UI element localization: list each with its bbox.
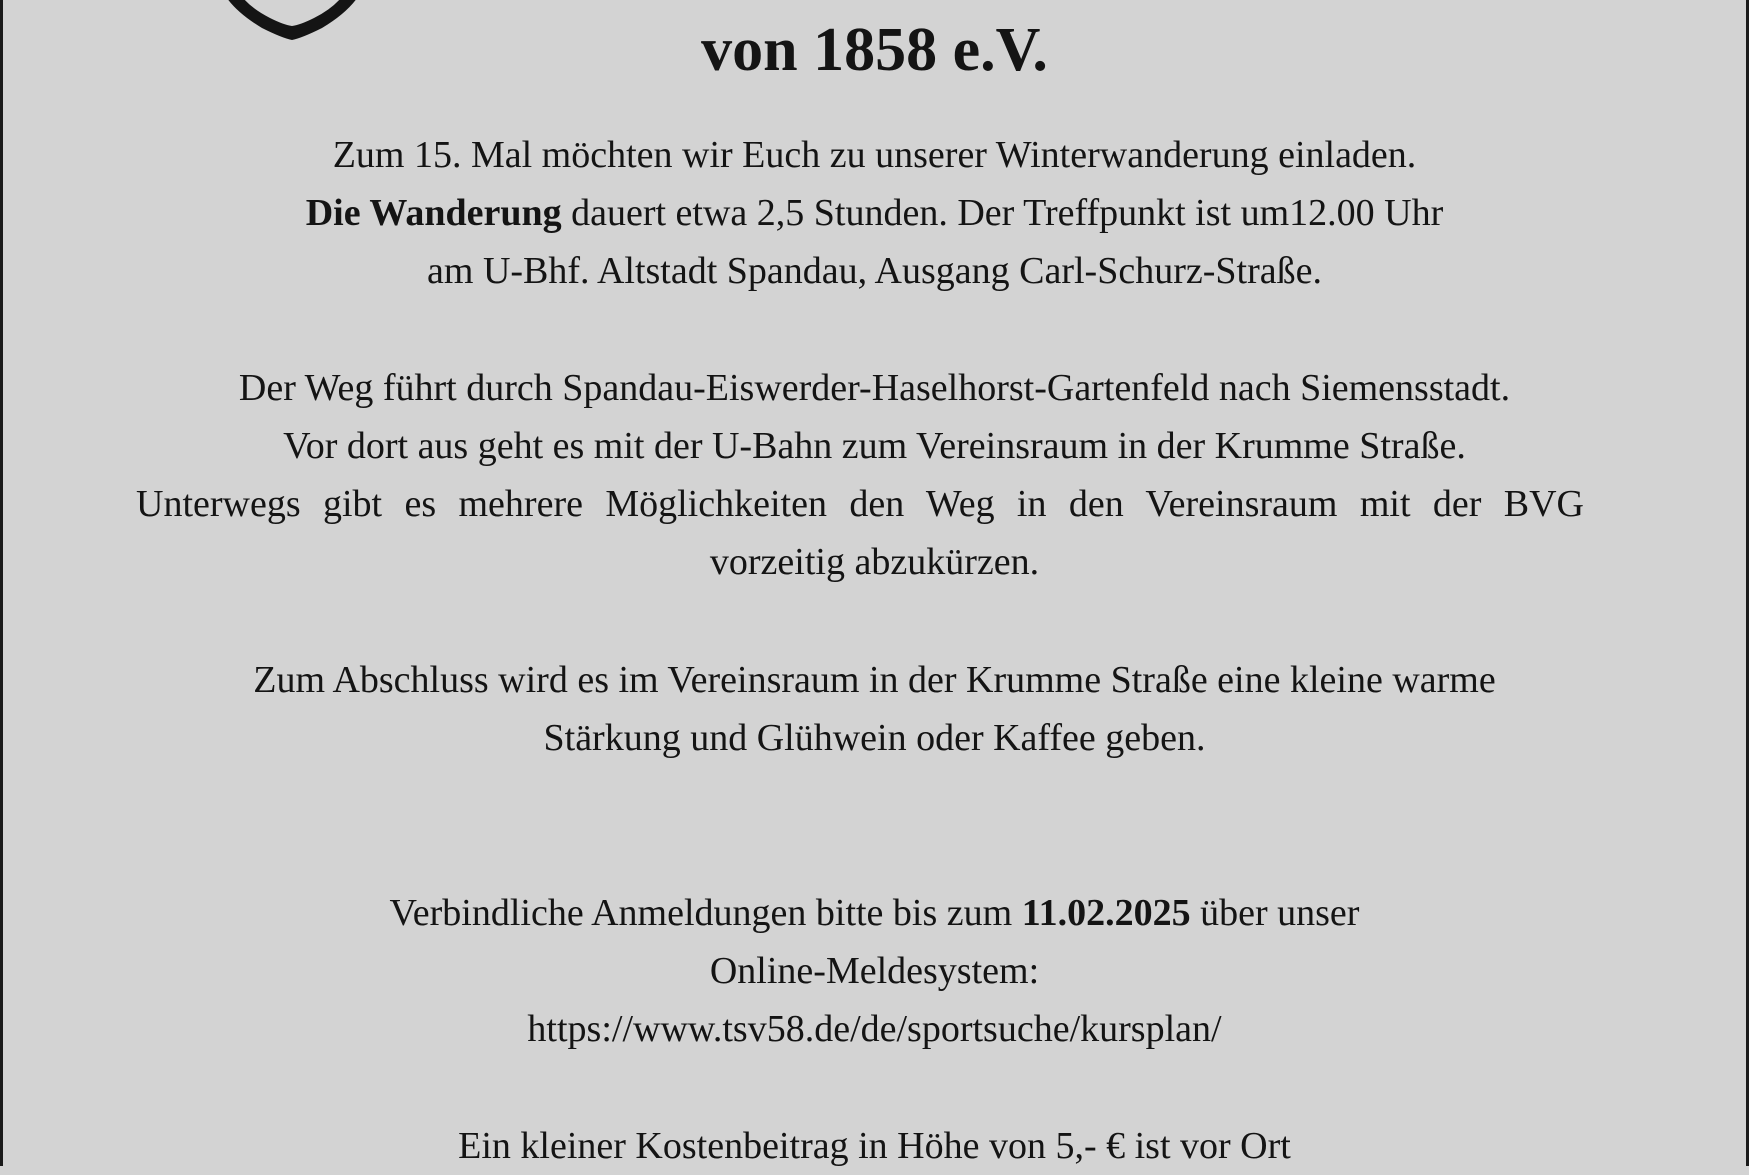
intro-line-3: am U-Bhf. Altstadt Spandau, Ausgang Carl-Schurz-Straße. [427, 250, 1322, 292]
fee-section [0, 1117, 1749, 1175]
registration-line-1 [0, 884, 1749, 942]
intro-line-2 [0, 184, 1749, 242]
registration-section [0, 884, 1749, 1058]
page-title: von 1858 e.V. [701, 16, 1048, 84]
route-line-4: vorzeitig abzukürzen. [709, 541, 1040, 583]
registration-deadline: 11.02.2025 [1021, 892, 1191, 934]
closing-line-2: Stärkung und Glühwein oder Kaffee geben. [543, 717, 1206, 759]
intro-line-1: Zum 15. Mal möchten wir Euch zu unserer Winterwanderung einladen. [332, 134, 1417, 176]
route-section-top [0, 359, 1749, 475]
route-line-2: Vor dort aus geht es mit der U-Bahn zum Vereinsraum in der Krumme Straße. [283, 425, 1466, 467]
registration-text-post: über unser [1190, 892, 1360, 934]
registration-url-link[interactable]: https://www.tsv58.de/de/sportsuche/kursplan/ [527, 1008, 1222, 1050]
route-section-bottom [0, 533, 1749, 591]
fee-line-1: Ein kleiner Kostenbeitrag in Höhe von 5,- € ist vor Ort [458, 1125, 1291, 1167]
intro-bold-label: Die Wanderung [305, 192, 562, 234]
route-line-3: Unterwegs gibt es mehrere Möglichkeiten den Weg in den Vereinsraum mit der BVG [136, 483, 1584, 525]
closing-section [0, 651, 1749, 767]
intro-section [0, 126, 1749, 300]
registration-line-2: Online-Meldesystem: [709, 950, 1040, 992]
intro-line-2-text: dauert etwa 2,5 Stunden. Der Treffpunkt ist um12.00 Uhr [561, 192, 1444, 234]
route-line-1: Der Weg führt durch Spandau-Eiswerder-Haselhorst-Gartenfeld nach Siemensstadt. [238, 367, 1511, 409]
registration-text-pre: Verbindliche Anmeldungen bitte bis zum [389, 892, 1022, 934]
closing-line-1: Zum Abschluss wird es im Vereinsraum in der Krumme Straße eine kleine warme [253, 659, 1496, 701]
